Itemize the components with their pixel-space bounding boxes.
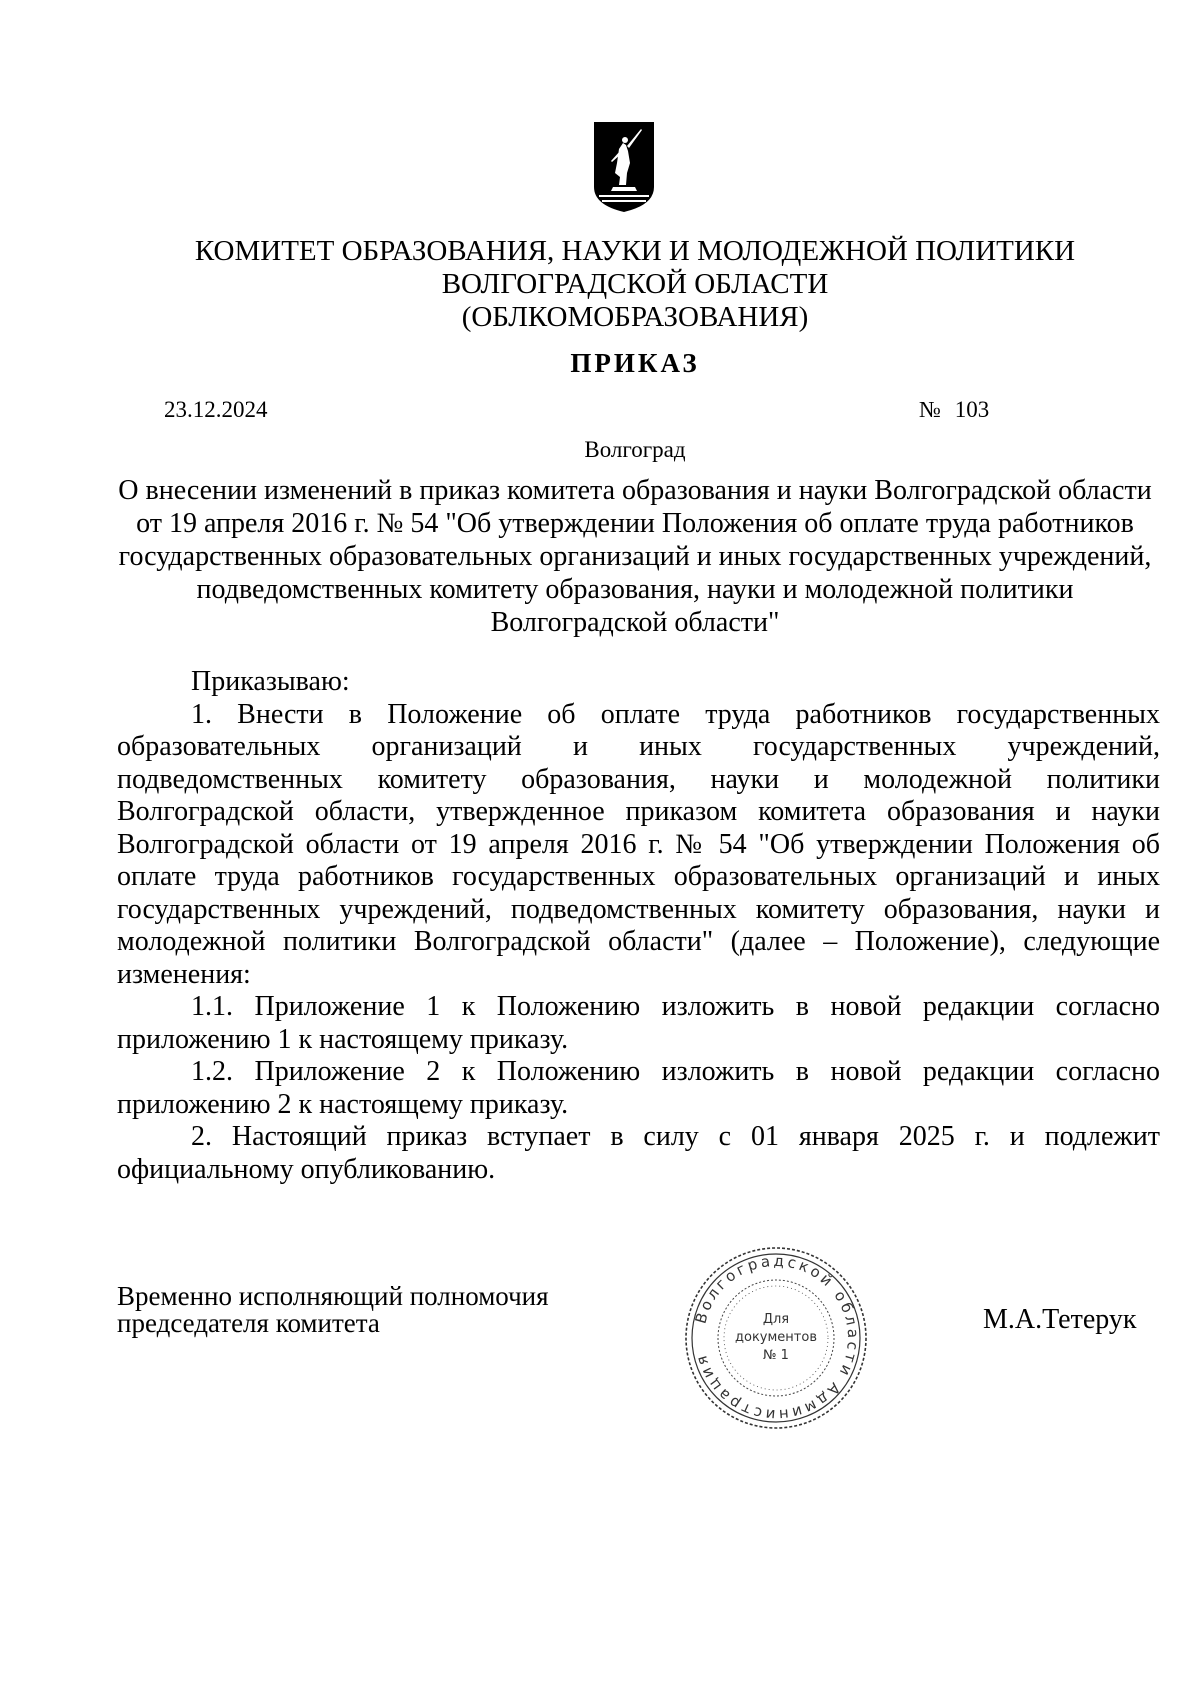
volgograd-coat-of-arms-icon [593, 121, 655, 213]
document-date: 23.12.2024 [164, 397, 268, 422]
signatory-name: М.А.Тетерук [983, 1304, 1137, 1335]
order-word: Приказываю: [191, 666, 350, 697]
stamp-center-line-3: № 1 [763, 1348, 789, 1363]
org-abbreviation: (ОБЛКОМОБРАЗОВАНИЯ) [461, 301, 809, 333]
document-body [117, 666, 1160, 1186]
stamp-outer-text: Волгоградской области Администрация [691, 1251, 863, 1425]
paragraph-1: 1. Внести в Положение об оплате труда работников государственных образовательных организаций и иных государственных учреждений, подведомственных комитету образования, науки и молодежной политики Волгоградской области, утвержденное приказом комитета образования и науки Волгоградской области от 19 апреля 2016 г. № 54 "Об утверждении Положения об оплате труда работников государственных образовательных организаций и иных государственных учреждений, подведомственных комитету образования, науки и молодежной политики Волгоградской области" (далее – Положение), следующие изменения: [117, 698, 1160, 990]
document-type-title: ПРИКАЗ [570, 348, 700, 378]
org-name-line-1: КОМИТЕТ ОБРАЗОВАНИЯ, НАУКИ И МОЛОДЕЖНОЙ ПОЛИТИКИ [194, 235, 1076, 267]
document-subject: О внесении изменений в приказ комитета образования и науки Волгоградской области от 19 апреля 2016 г. № 54 "Об утверждении Положения об оплате труда работников государственных образовательных организаций и иных государственных учреждений, подведомственных комитету образования, науки и молодежной политики Волгоградской области" [118, 475, 1152, 638]
paragraph-1-1: 1.1. Приложение 1 к Положению изложить в новой редакции согласно приложению 1 к настоящему приказу. [117, 991, 1160, 1055]
stamp-center-line-1: Для [762, 1312, 790, 1327]
paragraph-2: 2. Настоящий приказ вступает в силу с 01 января 2025 г. и подлежит официальному опубликованию. [117, 1121, 1160, 1185]
document-city: Волгоград [584, 437, 686, 462]
signatory-position-line-1: Временно исполняющий полномочия [117, 1281, 549, 1311]
signatory-position-line-2: председателя комитета [117, 1308, 380, 1338]
org-name-line-2: ВОЛГОГРАДСКОЙ ОБЛАСТИ [441, 268, 829, 300]
paragraph-1-2: 1.2. Приложение 2 к Положению изложить в новой редакции согласно приложению 2 к настоящему приказу. [117, 1056, 1160, 1120]
stamp-center-line-2: документов [735, 1330, 817, 1345]
signatory-position [117, 1283, 549, 1337]
round-seal-icon [682, 1244, 870, 1432]
document-number: № 103 [919, 397, 990, 422]
